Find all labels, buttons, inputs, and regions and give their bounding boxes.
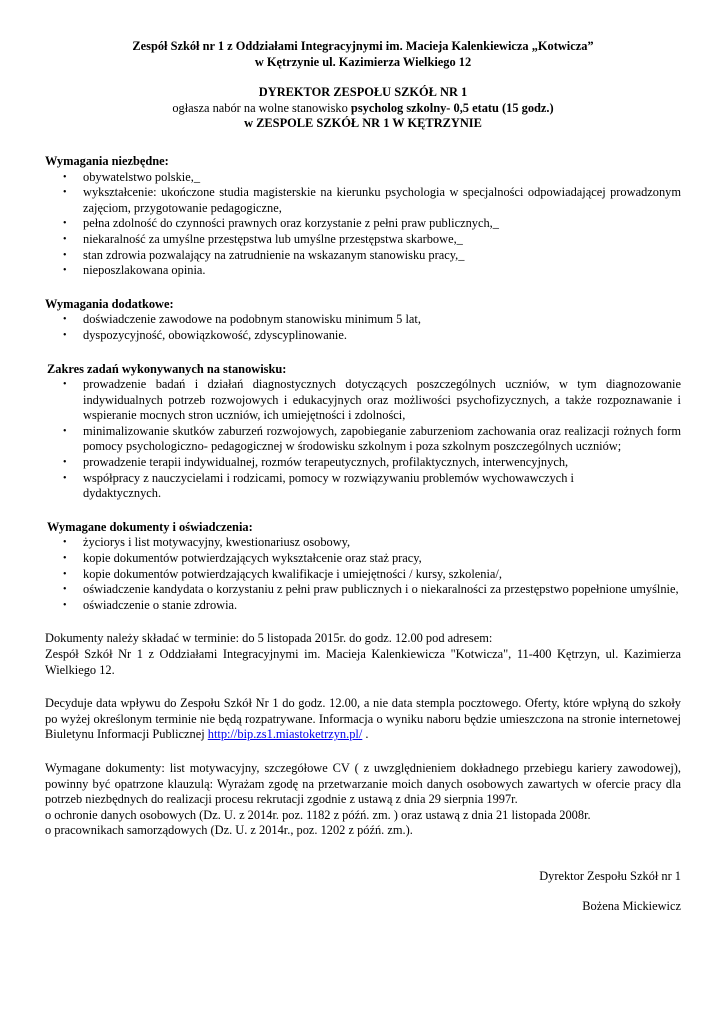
- bullet-icon: •: [63, 218, 67, 230]
- school-address: w Kętrzynie ul. Kazimierza Wielkiego 12: [254, 54, 472, 69]
- list-item: [63, 582, 681, 598]
- bullet-icon: •: [63, 472, 67, 484]
- list-item-text: dyspozycyjność, obowiązkowość, zdyscyplinowanie.: [83, 327, 347, 342]
- list-item: [63, 455, 681, 471]
- tasks-title: Zakres zadań wykonywanych na stanowisku:: [47, 361, 287, 376]
- additional-list: [45, 312, 681, 343]
- bullet-icon: •: [63, 568, 67, 580]
- documents-list: [45, 535, 681, 613]
- list-item-text: doświadczenie zawodowe na podobnym stanowisku minimum 5 lat,: [83, 312, 421, 327]
- decision-text: Decyduje data wpływu do Zespołu Szkół Nr 1 do godz. 12.00, a nie data stempla pocztowego. Oferty, które wpłyną do szkoły po wyżej określonym terminie nie będą rozpatrywane. Informacja o wyniku naboru będzie umieszczona na stronie internetowej Biuletynu Informacji Publicznej: [45, 696, 681, 742]
- bullet-icon: •: [63, 171, 67, 183]
- list-item-text: stan zdrowia pozwalający na zatrudnienie na wskazanym stanowisku pracy,_: [83, 247, 465, 262]
- bullet-icon: •: [63, 187, 67, 199]
- position-name: psycholog szkolny- 0,5 etatu (15 godz.): [350, 100, 554, 115]
- list-item: [63, 231, 681, 248]
- bullet-icon: •: [63, 265, 67, 277]
- bullet-icon: •: [63, 584, 67, 596]
- list-item: [63, 263, 681, 279]
- bullet-icon: •: [63, 457, 67, 469]
- list-item-text: prowadzenie badań i działań diagnostycznych dotyczących poszczególnych uczniów, w tym diagnozowanie indywidualnych potrzeb rozwojowych i edukacyjnych oraz możliwości psychofizycznych, a także rozpoznawanie i wspieranie mocnych stron uczniów, ich umiejętności i zdolności,: [83, 377, 681, 423]
- list-item-text: pełna zdolność do czynności prawnych oraz korzystanie z pełni praw publicznych,_: [83, 216, 499, 231]
- signature-title: Dyrektor Zespołu Szkół nr 1: [539, 868, 681, 883]
- bullet-icon: •: [63, 249, 67, 261]
- bullet-icon: •: [63, 329, 67, 341]
- list-item-text: minimalizowanie skutków zaburzeń rozwojowych, zapobieganie zaburzeniom zachowania oraz realizacji rożnych form pomocy psychologiczno- pedagogicznej w środowisku szkolnym i poza szkolnym poszczególnych uczniów;: [83, 423, 681, 454]
- list-item: [63, 551, 681, 567]
- required-list: [45, 170, 681, 279]
- bullet-icon: •: [63, 425, 67, 437]
- submission-deadline: Dokumenty należy składać w terminie: do 5 listopada 2015r. do godz. 12.00 pod adresem:: [45, 631, 493, 646]
- additional-title: Wymagania dodatkowe:: [45, 296, 174, 311]
- list-item-text: oświadczenie kandydata o korzystaniu z pełni praw publicznych i o niekaralności za przestępstwo popełnione umyślnie,: [83, 582, 679, 597]
- list-item-text: niekaralność za umyślne przestępstwa lub umyślne przestępstwa skarbowe,_: [83, 231, 463, 246]
- announcement-place: w ZESPOLE SZKÓŁ NR 1 W KĘTRZYNIE: [244, 116, 482, 131]
- list-item: [63, 423, 681, 455]
- bullet-icon: •: [63, 537, 67, 549]
- announcement-header: [45, 85, 681, 132]
- bip-link[interactable]: http://bip.zs1.miastoketrzyn.pl/: [207, 727, 363, 742]
- list-item: [63, 312, 681, 328]
- school-name: Zespół Szkół nr 1 z Oddziałami Integracyjnymi im. Macieja Kalenkiewicza „Kotwicza”: [132, 39, 594, 53]
- school-header: [45, 39, 681, 70]
- announcement-line: [45, 101, 681, 117]
- list-item: [63, 470, 681, 502]
- list-item-text: prowadzenie terapii indywidualnej, rozmów terapeutycznych, profilaktycznych, interwencyjnych,: [83, 455, 569, 470]
- list-item: [63, 327, 681, 344]
- submission-address: Zespół Szkół Nr 1 z Oddziałami Integracyjnymi im. Macieja Kalenkiewicza "Kotwicza", 11-400 Kętrzyn, ul. Kazimierza Wielkiego 12.: [45, 647, 681, 677]
- tasks-list: [45, 377, 681, 502]
- list-item: [63, 185, 681, 216]
- bullet-icon: •: [63, 379, 67, 391]
- decision-suffix: .: [362, 727, 369, 742]
- director-title: DYREKTOR ZESPOŁU SZKÓŁ NR 1: [258, 85, 468, 100]
- list-item: [63, 597, 681, 614]
- list-item: [63, 169, 681, 186]
- list-item-text: oświadczenie o stanie zdrowia.: [83, 597, 238, 612]
- bullet-icon: •: [63, 233, 67, 245]
- list-item-text: kopie dokumentów potwierdzających wykształcenie oraz staż pracy,: [83, 551, 422, 566]
- list-item-text: współpracy z nauczycielami i rodzicami, pomocy w rozwiązywaniu problemów wychowawczych i dydaktycznych.: [83, 470, 574, 501]
- clause-paragraph: Wymagane dokumenty: list motywacyjny, szczegółowe CV ( z uwzględnieniem dokładnego przebiegu kariery zawodowej), powinny być opatrzone klauzulą: Wyrażam zgodę na przetwarzanie moich danych osobowych zawartych w ofercie pracy dla potrzeb niezbędnych do realizacji procesu rekrutacji zgodnie z ustawą z dnia 29 sierpnia 1997r.: [45, 760, 681, 807]
- list-item: [63, 566, 681, 583]
- clause-line-employees: o pracownikach samorządowych (Dz. U. z 2014r., poz. 1202 z późń. zm.).: [45, 823, 413, 838]
- list-item-text: wykształcenie: ukończone studia magisterskie na kierunku psychologia w specjalności odpowiadającej prowadzonym zajęciom, przygotowanie pedagogiczne,: [83, 185, 681, 215]
- decision-paragraph: [45, 696, 681, 743]
- list-item-text: nieposzlakowana opinia.: [83, 263, 206, 278]
- list-item: [63, 216, 681, 232]
- list-item: [63, 377, 681, 424]
- required-title: Wymagania niezbędne:: [45, 153, 169, 168]
- bullet-icon: •: [63, 314, 67, 326]
- signature-name: Bożena Mickiewicz: [582, 898, 681, 913]
- list-item-text: życiorys i list motywacyjny, kwestionariusz osobowy,: [83, 535, 351, 550]
- clause-line-data-protection: o ochronie danych osobowych (Dz. U. z 2014r. poz. 1182 z późń. zm. ) oraz ustawą z dnia 21 listopada 2008r.: [45, 807, 591, 822]
- list-item: [63, 247, 681, 264]
- announcement-prefix: ogłasza nabór na wolne stanowisko: [172, 100, 351, 115]
- documents-title: Wymagane dokumenty i oświadczenia:: [47, 519, 253, 534]
- bullet-icon: •: [63, 553, 67, 565]
- document-page: [45, 39, 681, 914]
- list-item-text: kopie dokumentów potwierdzających kwalifikacje i umiejętności / kursy, szkolenia/,: [83, 566, 502, 581]
- list-item: [63, 535, 681, 551]
- list-item-text: obywatelstwo polskie,_: [83, 169, 201, 184]
- bullet-icon: •: [63, 599, 67, 611]
